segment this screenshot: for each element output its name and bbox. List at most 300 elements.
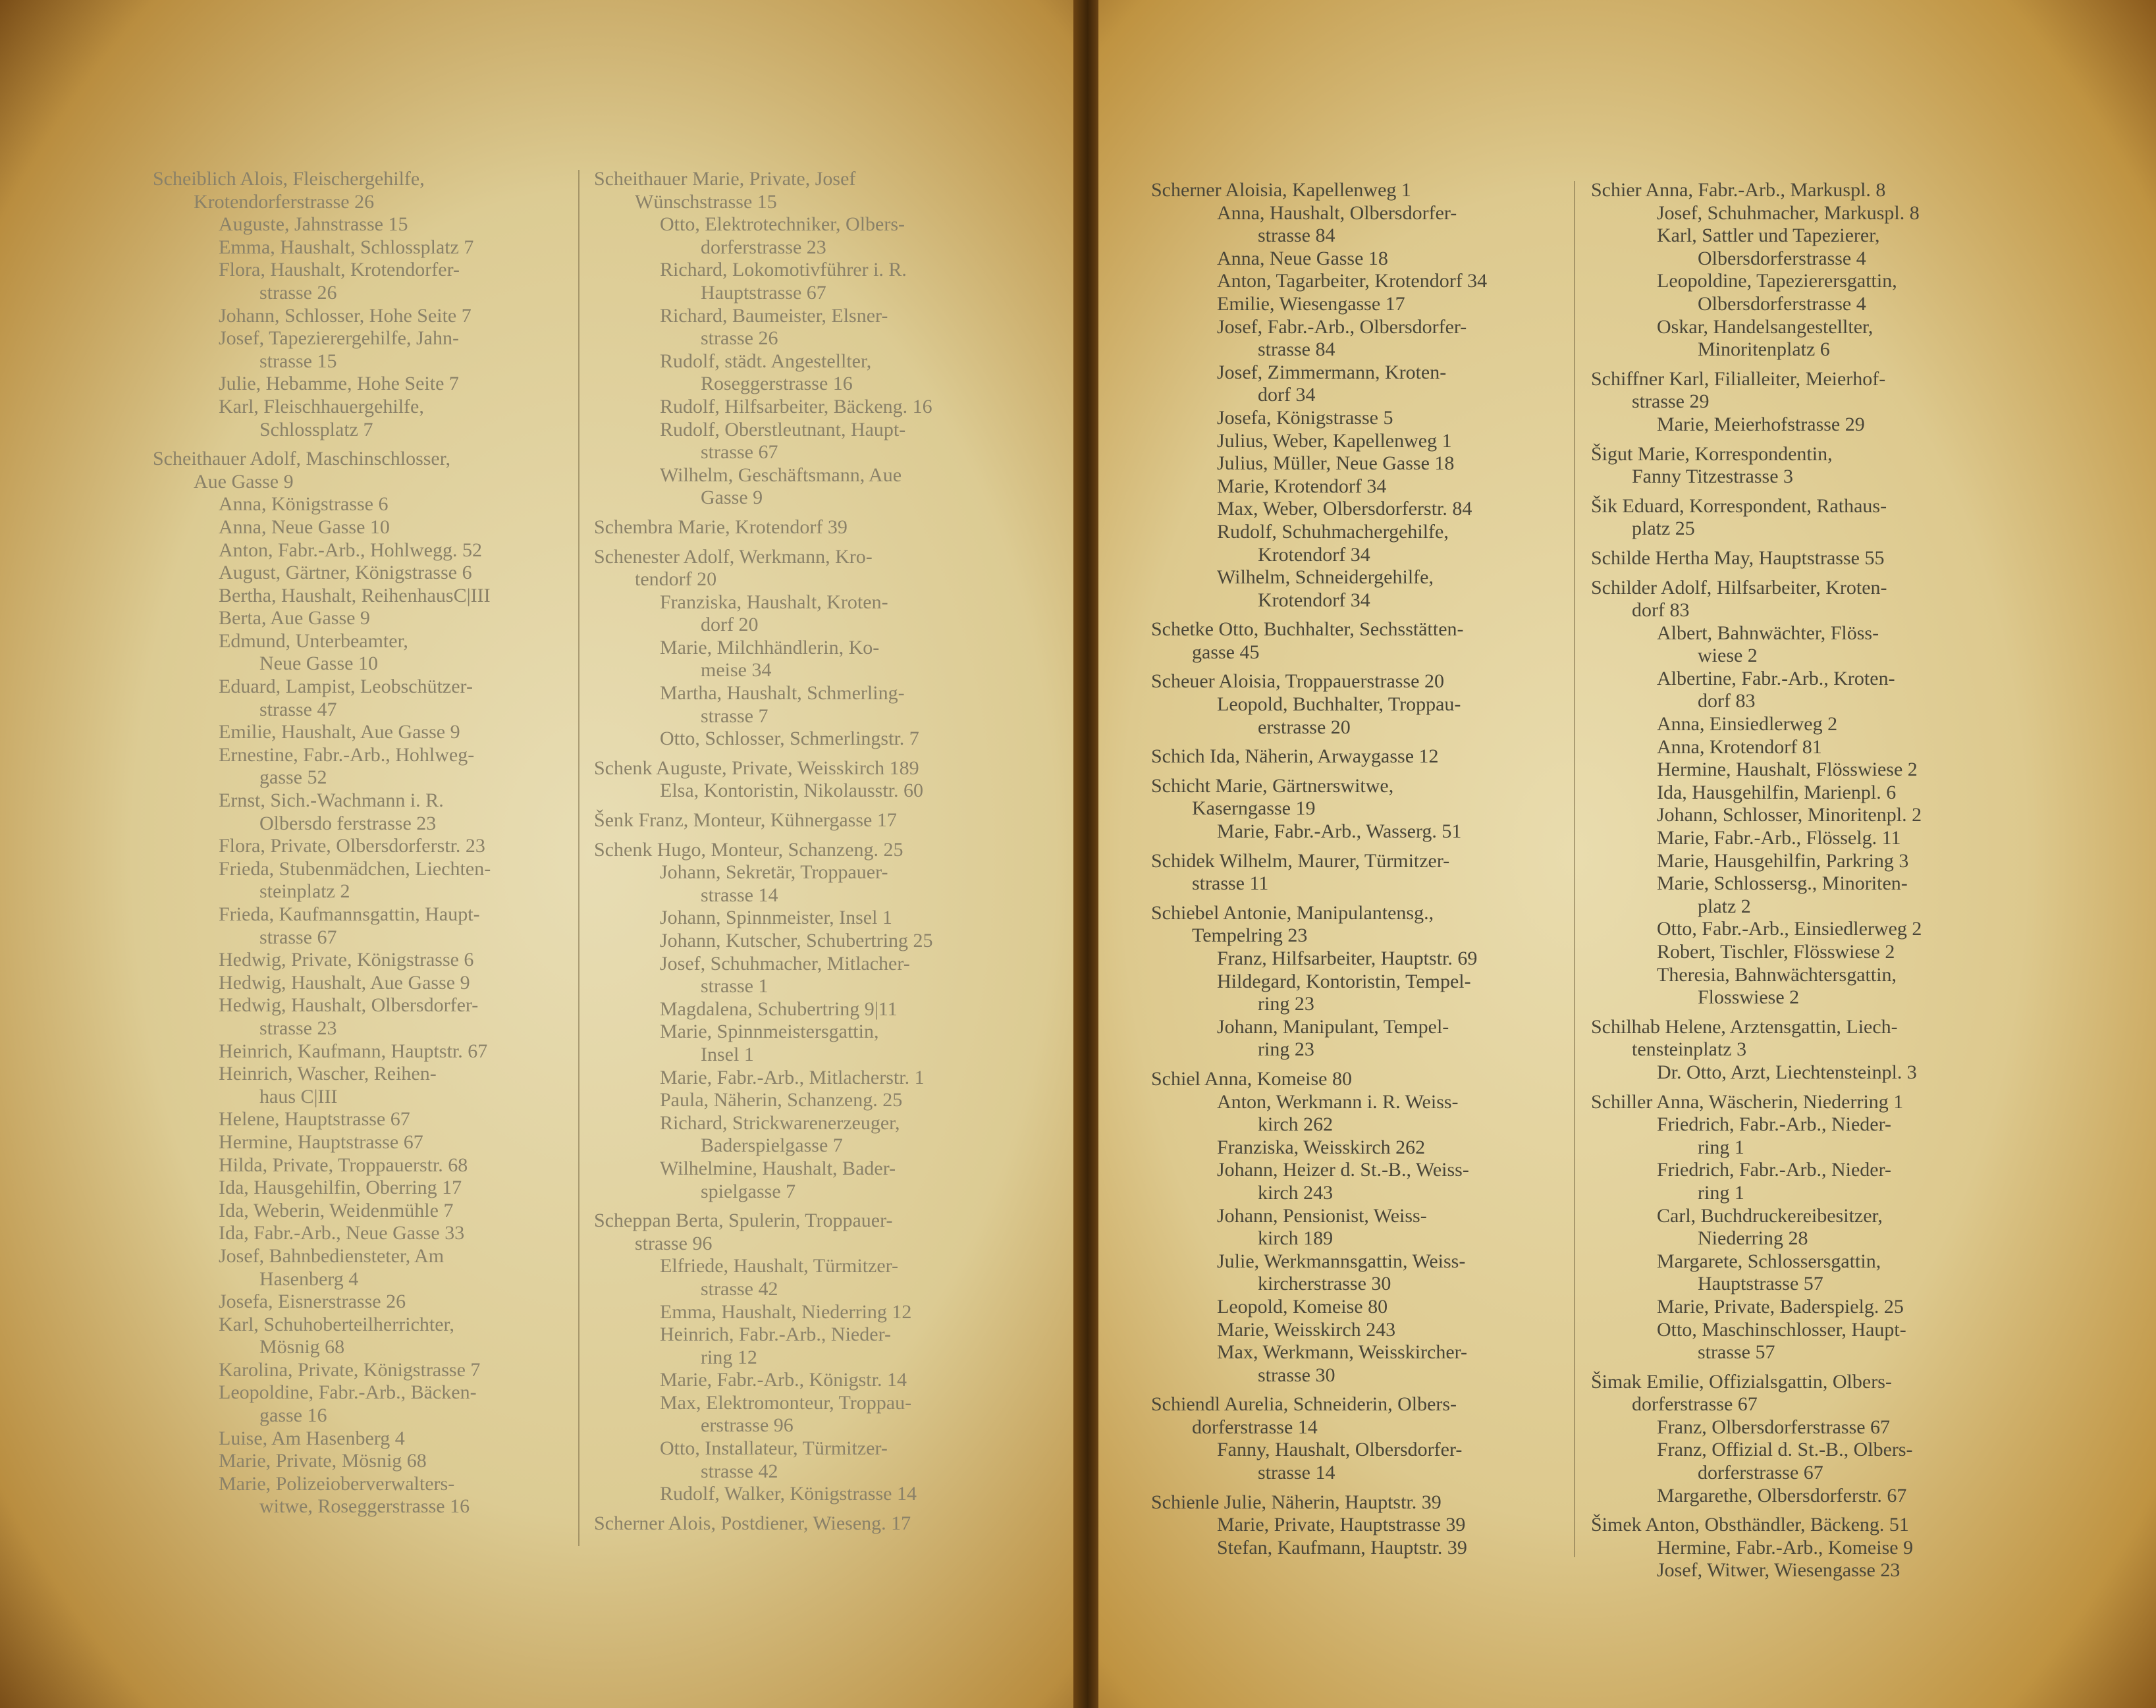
entry-line: strasse 42 — [701, 1460, 778, 1482]
entry-line: Josef, Zimmermann, Kroten- — [1217, 361, 1447, 383]
entry-line: Franziska, Haushalt, Kroten- — [660, 591, 888, 613]
entry-line: Ida, Fabr.-Arb., Neue Gasse 33 — [219, 1222, 465, 1244]
entry-line: strasse 7 — [701, 705, 768, 727]
entry-line: Johann, Sekretär, Troppauer- — [660, 861, 888, 884]
column-divider — [1574, 181, 1575, 1557]
entry-line: Rudolf, Hilfsarbeiter, Bäckeng. 16 — [660, 395, 932, 417]
entry-line: Anna, Königstrasse 6 — [219, 493, 389, 516]
entry-line: platz 25 — [1632, 518, 1695, 540]
directory-subentry — [1591, 1061, 1922, 1084]
directory-subentry — [153, 1131, 491, 1154]
directory-subentry — [1151, 248, 1487, 271]
entry-line: Minoritenplatz 6 — [1698, 338, 1830, 361]
entry-line: Schilde Hertha May, Hauptstrasse 55 — [1591, 547, 1885, 569]
directory-subentry — [594, 1392, 933, 1437]
directory-subentry — [1591, 827, 1922, 850]
entry-line: Fanny, Haushalt, Olbersdorfer- — [1217, 1439, 1463, 1461]
entry-line: Frieda, Stubenmädchen, Liechten- — [219, 857, 491, 880]
directory-subentry — [1591, 668, 1922, 713]
entry-line: Aue Gasse 9 — [194, 470, 294, 493]
entry-line: Hildegard, Kontoristin, Tempel- — [1217, 970, 1471, 992]
entry-line: Richard, Lokomotivführer i. R. — [660, 259, 907, 281]
entry-line: Marie, Fabr.-Arb., Königstr. 14 — [660, 1369, 907, 1391]
entry-line: Franziska, Weisskirch 262 — [1217, 1136, 1426, 1158]
directory-entry — [594, 1512, 933, 1535]
directory-subentry — [1591, 964, 1922, 1009]
entry-line: Julie, Werkmannsgattin, Weiss- — [1217, 1250, 1466, 1272]
entry-line: Johann, Pensionist, Weiss- — [1217, 1204, 1427, 1227]
entry-line: strasse 42 — [701, 1277, 778, 1300]
directory-subentry — [1591, 1250, 1922, 1296]
directory-subentry — [1591, 622, 1922, 668]
entry-line: Rudolf, Walker, Königstrasse 14 — [660, 1483, 917, 1505]
entry-line: Otto, Schlosser, Schmerlingstr. 7 — [660, 728, 919, 750]
directory-subentry — [1591, 850, 1922, 873]
entry-line: Marie, Fabr.-Arb., Flösselg. 11 — [1657, 827, 1901, 849]
directory-subentry — [1151, 521, 1487, 566]
entry-line: Albertine, Fabr.-Arb., Kroten- — [1657, 667, 1895, 689]
entry-line: strasse 57 — [1698, 1341, 1775, 1364]
directory-entry — [594, 809, 933, 832]
entry-line: Josefa, Königstrasse 5 — [1217, 406, 1393, 429]
entry-line: Josef, Witwer, Wiesengasse 23 — [1657, 1559, 1900, 1582]
directory-subentry — [594, 1323, 933, 1369]
entry-line: Wilhelmine, Haushalt, Bader- — [660, 1157, 896, 1179]
entry-line: ring 1 — [1698, 1136, 1744, 1158]
directory-subentry — [153, 1040, 491, 1063]
directory-subentry — [594, 1089, 933, 1112]
entry-line: Karolina, Private, Königstrasse 7 — [219, 1358, 481, 1381]
entry-line: strasse 47 — [259, 698, 337, 720]
entry-line: Julius, Weber, Kapellenweg 1 — [1217, 429, 1452, 452]
entry-line: Schiel Anna, Komeise 80 — [1151, 1067, 1352, 1090]
entry-line: Anna, Einsiedlerweg 2 — [1657, 713, 1838, 735]
entry-line: Hauptstrasse 57 — [1698, 1273, 1823, 1295]
directory-subentry — [1151, 947, 1487, 971]
directory-subentry — [153, 835, 491, 858]
directory-subentry — [594, 1158, 933, 1203]
directory-subentry — [1151, 1091, 1487, 1136]
entry-line: strasse 11 — [1192, 872, 1269, 895]
entry-line: Heinrich, Kaufmann, Hauptstr. 67 — [219, 1040, 488, 1062]
directory-subentry — [594, 213, 933, 259]
entry-line: Johann, Schlosser, Minoritenpl. 2 — [1657, 804, 1922, 826]
entry-line: Marie, Weisskirch 243 — [1217, 1318, 1396, 1341]
entry-line: gasse 16 — [259, 1404, 327, 1427]
directory-subentry — [1591, 202, 1922, 225]
entry-line: Leopold, Komeise 80 — [1217, 1295, 1388, 1318]
directory-subentry — [1151, 316, 1487, 361]
entry-line: Scherner Alois, Postdiener, Wieseng. 17 — [594, 1512, 911, 1534]
directory-subentry — [1591, 1439, 1922, 1484]
entry-line: Fanny Titzestrasse 3 — [1632, 466, 1794, 488]
entry-line: Marie, Fabr.-Arb., Wasserg. 51 — [1217, 820, 1462, 843]
entry-line: Schilhab Helene, Arztensgattin, Liech- — [1591, 1015, 1898, 1038]
directory-entry — [1591, 1371, 1922, 1416]
entry-line: ring 12 — [701, 1346, 757, 1368]
entry-line: Carl, Buchdruckereibesitzer, — [1657, 1204, 1883, 1227]
directory-entry — [1591, 577, 1922, 622]
entry-line: Šimak Emilie, Offizialsgattin, Olbers- — [1591, 1370, 1892, 1393]
entry-line: strasse 14 — [701, 884, 778, 906]
entry-line: Hermine, Haushalt, Flösswiese 2 — [1657, 759, 1918, 781]
entry-line: tendorf 20 — [635, 568, 717, 591]
entry-line: Stefan, Kaufmann, Hauptstr. 39 — [1217, 1536, 1467, 1559]
entry-line: Marie, Private, Mösnig 68 — [219, 1450, 427, 1472]
entry-line: Johann, Kutscher, Schubertring 25 — [660, 930, 933, 951]
directory-subentry — [1591, 1296, 1922, 1319]
entry-line: Schier Anna, Fabr.-Arb., Markuspl. 8 — [1591, 179, 1886, 201]
directory-subentry — [594, 1369, 933, 1392]
entry-line: Helene, Hauptstrasse 67 — [219, 1108, 410, 1131]
entry-line: Šik Eduard, Korrespondent, Rathaus- — [1591, 494, 1887, 517]
directory-subentry — [1151, 693, 1487, 739]
directory-entry — [1151, 850, 1487, 895]
directory-subentry — [594, 728, 933, 751]
entry-line: Marie, Polizeioberverwalters- — [219, 1472, 455, 1495]
entry-line: Flora, Private, Olbersdorferstr. 23 — [219, 835, 485, 857]
directory-entry — [1151, 1491, 1487, 1514]
directory-subentry — [594, 637, 933, 682]
entry-line: Heinrich, Wascher, Reihen- — [219, 1063, 437, 1085]
entry-line: Mösnig 68 — [259, 1336, 345, 1358]
entry-line: Emma, Haushalt, Schlossplatz 7 — [219, 236, 474, 258]
entry-line: strasse 30 — [1258, 1364, 1335, 1386]
entry-line: strasse 1 — [701, 975, 768, 998]
entry-line: Anton, Werkmann i. R. Weiss- — [1217, 1090, 1459, 1113]
directory-subentry — [1151, 430, 1487, 453]
directory-subentry — [594, 1067, 933, 1090]
directory-entry — [1591, 495, 1922, 541]
directory-subentry — [153, 1314, 491, 1359]
entry-line: Hedwig, Haushalt, Olbersdorfer- — [219, 994, 479, 1017]
directory-subentry — [1591, 713, 1922, 736]
directory-entry — [594, 757, 933, 780]
entry-line: Schienle Julie, Näherin, Hauptstr. 39 — [1151, 1491, 1442, 1513]
entry-line: dorf 34 — [1258, 384, 1316, 406]
entry-line: Johann, Manipulant, Tempel- — [1217, 1015, 1449, 1038]
directory-entry — [153, 168, 491, 213]
entry-line: Olbersdorferstrasse 4 — [1698, 247, 1866, 269]
directory-entry — [1151, 618, 1487, 664]
directory-subentry — [153, 630, 491, 676]
entry-line: Franz, Olbersdorferstrasse 67 — [1657, 1416, 1891, 1438]
entry-line: Schiebel Antonie, Manipulantensg., — [1151, 901, 1434, 924]
directory-subentry — [594, 861, 933, 907]
directory-subentry — [594, 259, 933, 304]
column-divider — [578, 170, 579, 1546]
entry-line: Schiller Anna, Wäscherin, Niederring 1 — [1591, 1090, 1904, 1113]
entry-line: strasse 67 — [259, 926, 337, 948]
directory-subentry — [153, 1450, 491, 1473]
entry-line: Schembra Marie, Krotendorf 39 — [594, 516, 848, 538]
entry-line: Margarethe, Olbersdorferstr. 67 — [1657, 1484, 1907, 1507]
entry-line: Josef, Bahnbediensteter, Am — [219, 1244, 445, 1267]
directory-subentry — [594, 419, 933, 464]
entry-line: Karl, Sattler und Tapezierer, — [1657, 225, 1880, 247]
entry-line: Leopoldine, Tapezierersgattin, — [1657, 270, 1897, 292]
entry-line: Schetke Otto, Buchhalter, Sechsstätten- — [1151, 618, 1464, 641]
entry-line: Wünschstrasse 15 — [635, 190, 777, 213]
entry-line: Šimek Anton, Obsthändler, Bäckeng. 51 — [1591, 1514, 1909, 1536]
entry-line: Gasse 9 — [701, 487, 763, 509]
directory-subentry — [594, 930, 933, 953]
directory-entry — [1151, 670, 1487, 693]
directory-subentry — [1151, 407, 1487, 430]
entry-line: Hedwig, Haushalt, Aue Gasse 9 — [219, 971, 470, 994]
entry-line: Marie, Private, Hauptstrasse 39 — [1217, 1514, 1466, 1536]
entry-line: Anna, Krotendorf 81 — [1657, 735, 1822, 758]
directory-subentry — [594, 953, 933, 998]
directory-subentry — [1151, 820, 1487, 843]
entry-line: strasse 15 — [259, 350, 337, 372]
directory-subentry — [1151, 270, 1487, 293]
directory-subentry — [1591, 872, 1922, 918]
entry-line: Marie, Private, Baderspielg. 25 — [1657, 1295, 1904, 1318]
directory-subentry — [153, 903, 491, 949]
entry-line: Elfriede, Haushalt, Türmitzer- — [660, 1255, 899, 1277]
entry-line: Oskar, Handelsangestellter, — [1657, 315, 1873, 338]
entry-line: Theresia, Bahnwächtersgattin, — [1657, 963, 1897, 986]
entry-line: strasse 67 — [701, 441, 778, 464]
entry-line: Leopoldine, Fabr.-Arb., Bäcken- — [219, 1381, 477, 1404]
entry-line: Karl, Fleischhauergehilfe, — [219, 395, 424, 417]
entry-line: Neue Gasse 10 — [259, 653, 378, 675]
directory-subentry — [1591, 759, 1922, 782]
entry-line: Emma, Haushalt, Niederring 12 — [660, 1300, 912, 1323]
entry-line: Friedrich, Fabr.-Arb., Nieder- — [1657, 1159, 1891, 1181]
directory-subentry — [1151, 498, 1487, 521]
directory-subentry — [1151, 1537, 1487, 1560]
entry-line: Josef, Tapezierergehilfe, Jahn- — [219, 327, 459, 350]
entry-line: August, Gärtner, Königstrasse 6 — [219, 562, 472, 584]
directory-subentry — [1591, 1159, 1922, 1204]
directory-subentry — [153, 721, 491, 744]
entry-line: Johann, Spinnmeister, Insel 1 — [660, 907, 892, 929]
entry-line: Marie, Spinnmeistersgattin, — [660, 1021, 879, 1043]
entry-line: Anton, Tagarbeiter, Krotendorf 34 — [1217, 270, 1488, 292]
directory-entry — [594, 839, 933, 862]
entry-line: Hilda, Private, Troppauerstr. 68 — [219, 1154, 468, 1176]
directory-subentry — [153, 994, 491, 1040]
directory-subentry — [153, 373, 491, 396]
directory-subentry — [1151, 361, 1487, 407]
directory-entry — [1591, 1514, 1922, 1537]
directory-entry — [594, 516, 933, 539]
directory-subentry — [153, 585, 491, 608]
directory-subentry — [153, 259, 491, 304]
directory-subentry — [1151, 1514, 1487, 1537]
directory-subentry — [153, 493, 491, 516]
entry-line: Magdalena, Schubertring 9|11 — [660, 998, 898, 1020]
entry-line: Julie, Hebamme, Hohe Seite 7 — [219, 373, 459, 395]
entry-line: Josef, Fabr.-Arb., Olbersdorfer- — [1217, 315, 1467, 338]
entry-line: Roseggerstrasse 16 — [701, 373, 853, 395]
entry-line: strasse 29 — [1632, 390, 1710, 413]
entry-line: Wilhelm, Schneidergehilfe, — [1217, 566, 1434, 589]
entry-line: Ida, Hausgehilfin, Marienpl. 6 — [1657, 781, 1897, 803]
entry-line: Richard, Baumeister, Elsner- — [660, 304, 888, 327]
entry-line: Bertha, Haushalt, ReihenhausC|III — [219, 584, 491, 606]
directory-subentry — [1151, 475, 1487, 498]
directory-subentry — [153, 516, 491, 539]
entry-line: Anton, Fabr.-Arb., Hohlwegg. 52 — [219, 539, 482, 561]
directory-subentry — [153, 1428, 491, 1451]
entry-line: Olbersdo ferstrasse 23 — [259, 812, 437, 834]
entry-line: Scheiblich Alois, Fleischergehilfe, — [153, 168, 425, 190]
entry-line: dorf 83 — [1632, 599, 1690, 622]
entry-line: Martha, Haushalt, Schmerling- — [660, 682, 905, 705]
directory-entry — [1151, 902, 1487, 947]
directory-subentry — [1591, 225, 1922, 270]
entry-line: Leopold, Buchhalter, Troppau- — [1217, 693, 1461, 716]
directory-entry — [153, 448, 491, 493]
entry-line: strasse 23 — [259, 1017, 337, 1039]
entry-line: Frieda, Kaufmannsgattin, Haupt- — [219, 903, 480, 925]
directory-subentry — [1591, 782, 1922, 805]
entry-line: witwe, Roseggerstrasse 16 — [259, 1495, 470, 1518]
entry-line: Emilie, Wiesengasse 17 — [1217, 292, 1405, 315]
entry-line: Josef, Schuhmacher, Mitlacher- — [660, 952, 910, 974]
entry-line: Marie, Schlossersg., Minoriten- — [1657, 872, 1908, 895]
entry-line: Hasenberg 4 — [259, 1268, 359, 1290]
entry-line: Scheuer Aloisia, Troppauerstrasse 20 — [1151, 670, 1444, 693]
directory-subentry — [153, 1177, 491, 1200]
entry-line: Tempelring 23 — [1192, 924, 1308, 947]
directory-subentry — [1151, 1319, 1487, 1342]
entry-line: gasse 45 — [1192, 641, 1260, 663]
entry-line: Otto, Maschinschlosser, Haupt- — [1657, 1318, 1906, 1341]
entry-line: Franz, Offizial d. St.-B., Olbers- — [1657, 1439, 1913, 1461]
left-page-column-2 — [594, 168, 933, 1535]
entry-line: strasse 84 — [1258, 225, 1335, 247]
entry-line: Krotendorferstrasse 26 — [194, 190, 375, 213]
entry-line: Schich Ida, Näherin, Arwaygasse 12 — [1151, 745, 1439, 768]
left-page-column-1 — [153, 168, 491, 1518]
entry-line: Marie, Fabr.-Arb., Mitlacherstr. 1 — [660, 1066, 925, 1088]
entry-line: kirch 262 — [1258, 1113, 1334, 1136]
entry-line: Schenk Hugo, Monteur, Schanzeng. 25 — [594, 838, 903, 861]
right-page-column-2 — [1591, 179, 1922, 1582]
entry-line: Hauptstrasse 67 — [701, 281, 826, 304]
entry-line: Schenester Adolf, Werkmann, Kro- — [594, 545, 873, 568]
entry-line: Scheppan Berta, Spulerin, Troppauer- — [594, 1210, 893, 1232]
entry-line: Anna, Haushalt, Olbersdorfer- — [1217, 201, 1457, 224]
directory-subentry — [1151, 293, 1487, 316]
entry-line: erstrasse 96 — [701, 1414, 794, 1437]
entry-line: Josefa, Eisnerstrasse 26 — [219, 1291, 406, 1313]
entry-line: Olbersdorferstrasse 4 — [1698, 292, 1866, 315]
directory-subentry — [153, 972, 491, 995]
entry-line: Schiendl Aurelia, Schneiderin, Olbers- — [1151, 1393, 1457, 1416]
entry-line: Wilhelm, Geschäftsmann, Aue — [660, 464, 902, 486]
entry-line: haus C|III — [259, 1085, 338, 1108]
directory-subentry — [1591, 804, 1922, 827]
directory-subentry — [153, 1473, 491, 1518]
entry-line: dorf 20 — [701, 614, 759, 636]
entry-line: dorferstrasse 67 — [1632, 1393, 1758, 1416]
entry-line: Berta, Aue Gasse 9 — [219, 607, 370, 629]
entry-line: Schlossplatz 7 — [259, 418, 373, 440]
entry-line: Krotendorf 34 — [1258, 589, 1370, 611]
entry-line: Johann, Schlosser, Hohe Seite 7 — [219, 304, 472, 327]
entry-line: platz 2 — [1698, 895, 1751, 917]
entry-line: Eduard, Lampist, Leobschützer- — [219, 676, 473, 698]
directory-subentry — [153, 744, 491, 789]
entry-line: Insel 1 — [701, 1043, 754, 1065]
directory-subentry — [1591, 1319, 1922, 1364]
entry-line: Luise, Am Hasenberg 4 — [219, 1427, 405, 1449]
entry-line: Otto, Installateur, Türmitzer- — [660, 1437, 888, 1460]
directory-entry — [1591, 1091, 1922, 1114]
entry-line: tensteinplatz 3 — [1632, 1038, 1747, 1061]
entry-line: dorferstrasse 67 — [1698, 1462, 1823, 1484]
entry-line: strasse 96 — [635, 1232, 713, 1254]
directory-entry — [1591, 368, 1922, 414]
entry-line: ring 23 — [1258, 993, 1314, 1015]
entry-line: Anna, Neue Gasse 18 — [1217, 247, 1388, 269]
directory-subentry — [1591, 414, 1922, 437]
entry-line: Rudolf, städt. Angestellter, — [660, 350, 872, 372]
directory-subentry — [1591, 1537, 1922, 1560]
entry-line: Paula, Näherin, Schanzeng. 25 — [660, 1089, 903, 1111]
entry-line: Max, Werkmann, Weisskircher- — [1217, 1341, 1468, 1364]
directory-entry — [1151, 1068, 1487, 1091]
directory-subentry — [1591, 1416, 1922, 1439]
directory-subentry — [1591, 941, 1922, 964]
directory-subentry — [153, 327, 491, 373]
directory-entry — [594, 1210, 933, 1255]
entry-line: Friedrich, Fabr.-Arb., Nieder- — [1657, 1113, 1891, 1136]
directory-subentry — [153, 1222, 491, 1245]
directory-subentry — [1151, 1250, 1487, 1296]
directory-subentry — [594, 1255, 933, 1300]
directory-entry — [1591, 443, 1922, 489]
directory-subentry — [153, 1200, 491, 1223]
directory-subentry — [153, 1063, 491, 1108]
directory-subentry — [1151, 1439, 1487, 1484]
entry-line: Schidek Wilhelm, Maurer, Türmitzer- — [1151, 849, 1450, 872]
directory-subentry — [1151, 452, 1487, 475]
entry-line: Marie, Milchhändlerin, Ko- — [660, 636, 880, 658]
entry-line: Richard, Strickwarenerzeuger, — [660, 1111, 900, 1134]
directory-subentry — [594, 1483, 933, 1506]
directory-subentry — [594, 998, 933, 1021]
entry-line: wiese 2 — [1698, 645, 1758, 667]
entry-line: Robert, Tischler, Flösswiese 2 — [1657, 941, 1895, 963]
directory-subentry — [1591, 918, 1922, 941]
entry-line: Marie, Meierhofstrasse 29 — [1657, 413, 1865, 435]
entry-line: Elsa, Kontoristin, Nikolausstr. 60 — [660, 780, 923, 802]
entry-line: dorferstrasse 23 — [701, 236, 826, 258]
directory-entry — [594, 168, 933, 213]
directory-subentry — [594, 682, 933, 728]
directory-subentry — [594, 1301, 933, 1324]
directory-subentry — [153, 858, 491, 903]
directory-subentry — [1591, 1559, 1922, 1582]
entry-line: Hedwig, Private, Königstrasse 6 — [219, 949, 474, 971]
entry-line: Otto, Fabr.-Arb., Einsiedlerweg 2 — [1657, 918, 1922, 940]
directory-subentry — [1591, 736, 1922, 759]
directory-subentry — [594, 464, 933, 510]
entry-line: Rudolf, Oberstleutnant, Haupt- — [660, 418, 906, 440]
entry-line: erstrasse 20 — [1258, 716, 1351, 738]
directory-subentry — [153, 213, 491, 236]
entry-line: Dr. Otto, Arzt, Liechtensteinpl. 3 — [1657, 1061, 1917, 1083]
directory-subentry — [1151, 566, 1487, 612]
entry-line: gasse 52 — [259, 766, 327, 789]
entry-line: meise 34 — [701, 659, 772, 681]
